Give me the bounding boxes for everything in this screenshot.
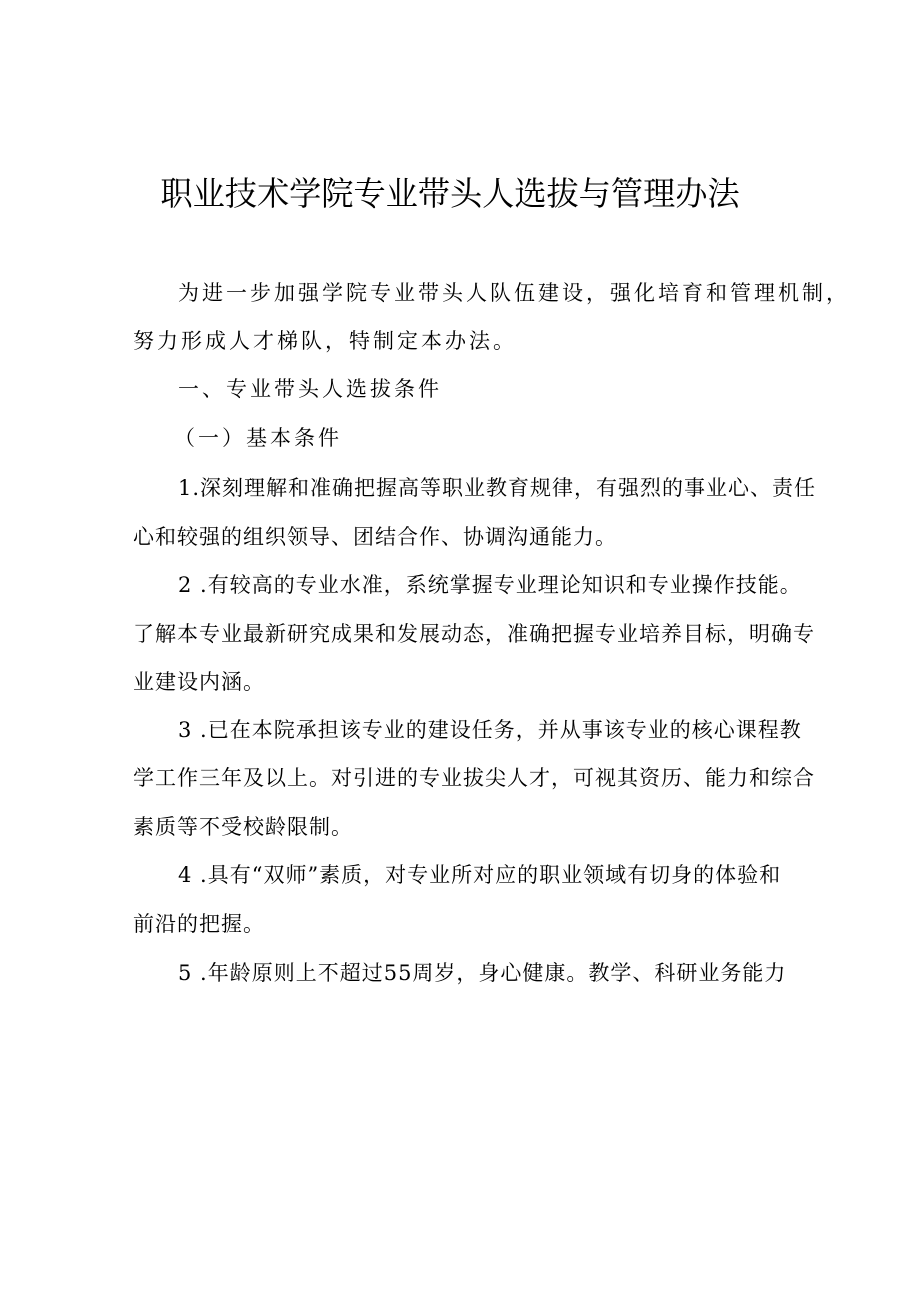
item-2-line-2: 了解本专业最新研究成果和发展动态，准确把握专业培养目标，明确专 bbox=[133, 622, 815, 646]
intro-line-1: 为进一步加强学院专业带头人队伍建设，强化培育和管理机制， bbox=[178, 281, 850, 305]
section-heading: 一、专业带头人选拔条件 bbox=[178, 377, 442, 401]
subsection-heading: （一）基本条件 bbox=[174, 426, 342, 450]
item-2-line-1: 2 .有较高的专业水准，系统掌握专业理论知识和专业操作技能。 bbox=[178, 573, 802, 597]
item-1-line-1: 1.深刻理解和准确把握高等职业教育规律，有强烈的事业心、责任 bbox=[178, 476, 817, 500]
item-4-line-1: 4 .具有“双师”素质，对专业所对应的职业领域有切身的体验和 bbox=[178, 863, 782, 887]
item-5-line-1: 5 .年龄原则上不超过55周岁，身心健康。教学、科研业务能力 bbox=[178, 961, 787, 985]
document-title: 职业技术学院专业带头人选拔与管理办法 bbox=[160, 174, 740, 213]
item-3-line-1: 3 .已在本院承担该专业的建设任务，并从事该专业的核心课程教 bbox=[178, 718, 802, 742]
item-2-line-3: 业建设内涵。 bbox=[133, 670, 265, 694]
intro-line-2: 努力形成人才梯队，特制定本办法。 bbox=[133, 329, 517, 353]
item-3-line-2: 学工作三年及以上。对引进的专业拔尖人才，可视其资历、能力和综合 bbox=[133, 766, 815, 790]
item-3-line-3: 素质等不受校龄限制。 bbox=[133, 815, 353, 839]
item-1-line-2: 心和较强的组织领导、团结合作、协调沟通能力。 bbox=[133, 525, 617, 549]
item-4-line-2: 前沿的把握。 bbox=[133, 912, 265, 936]
